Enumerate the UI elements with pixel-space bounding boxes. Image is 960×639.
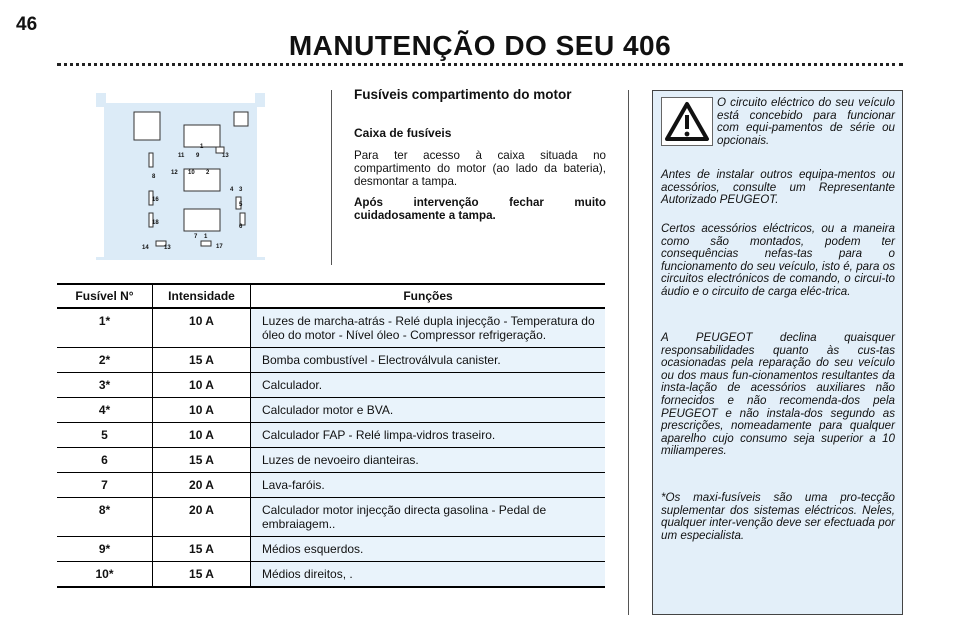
diagram-label: 8 xyxy=(152,174,156,180)
fuse-number: 6 xyxy=(57,448,153,473)
table-row xyxy=(57,562,605,588)
fuse-amperage: 15 A xyxy=(153,537,251,562)
section-paragraph: Para ter acesso à caixa situada no compartimento do motor (ao lado da bateria), desmontar a tampa. xyxy=(354,149,606,188)
fuse-function: Calculador motor injecção directa gasolina - Pedal de embraiagem.. xyxy=(251,498,606,537)
fuse-function: Calculador. xyxy=(251,373,606,398)
section-subheading: Caixa de fusíveis xyxy=(354,126,452,140)
warning-triangle-icon xyxy=(661,97,713,146)
fuse-amperage: 20 A xyxy=(153,473,251,498)
fuse-function: Médios esquerdos. xyxy=(251,537,606,562)
diagram-label: 14 xyxy=(142,245,149,251)
table-row xyxy=(57,448,605,473)
warning-paragraph: A PEUGEOT declina quaisquer responsabilidades quanto às cus-tas ocasionadas pela reparação do seu veículo ou dos maus fun-cionamentos resultantes da insta-lação de acessórios auxiliares não fornecidos e não recomenda-dos pela PEUGEOT e não instala-dos segundo as prescrições, nomeadamente para qualquer aparelho cujo consumo seja superior a 10 miliamperes. xyxy=(661,331,895,458)
diagram-label: 9 xyxy=(196,153,200,159)
fuse-number: 10* xyxy=(57,562,153,588)
table-row xyxy=(57,473,605,498)
fuse-number: 3* xyxy=(57,373,153,398)
fuse-box-diagram xyxy=(96,93,265,260)
column-divider xyxy=(331,90,332,265)
diagram-label: 4 xyxy=(230,187,234,193)
section-paragraph-bold: Após intervenção fechar muito cuidadosamente a tampa. xyxy=(354,196,606,222)
fuse-number: 2* xyxy=(57,348,153,373)
diagram-label: 1 xyxy=(200,144,204,150)
table-row xyxy=(57,498,605,537)
diagram-label: 17 xyxy=(216,244,223,250)
fuse-number: 7 xyxy=(57,473,153,498)
page-number: 46 xyxy=(16,14,38,35)
section-heading: Fusíveis compartimento do motor xyxy=(354,87,572,102)
fuse-amperage: 20 A xyxy=(153,498,251,537)
fuse-function: Luzes de nevoeiro dianteiras. xyxy=(251,448,606,473)
fuse-function: Lava-faróis. xyxy=(251,473,606,498)
fuse-amperage: 10 A xyxy=(153,308,251,348)
fuse-function: Luzes de marcha-atrás - Relé dupla injecção - Temperatura do óleo do motor - Nível óleo - Compressor refrigeração. xyxy=(251,308,606,348)
diagram-label: 3 xyxy=(239,187,243,193)
fuse-table xyxy=(57,283,605,588)
fuse-number: 5 xyxy=(57,423,153,448)
table-row xyxy=(57,308,605,348)
table-row xyxy=(57,537,605,562)
table-header-row xyxy=(57,284,605,308)
fuse-amperage: 10 A xyxy=(153,398,251,423)
fuse-number: 8* xyxy=(57,498,153,537)
column-header: Intensidade xyxy=(153,284,251,308)
diagram-label: 10 xyxy=(188,170,195,176)
fuse-number: 9* xyxy=(57,537,153,562)
warning-paragraph: Certos acessórios eléctricos, ou a maneira como são montados, podem ter consequências nefas-tas para o funcionamento do seu veículo, isto é, para os circuitos electrónicos de comando, o circui-to áudio e o circuito de carga eléc-trica. xyxy=(661,222,895,298)
diagram-label: 2 xyxy=(206,170,210,176)
diagram-label: 6 xyxy=(239,224,243,230)
diagram-label: 11 xyxy=(178,153,185,159)
fuse-function: Médios direitos, . xyxy=(251,562,606,588)
fuse-amperage: 15 A xyxy=(153,348,251,373)
diagram-label: 12 xyxy=(171,170,178,176)
fuse-function: Calculador motor e BVA. xyxy=(251,398,606,423)
table-row xyxy=(57,423,605,448)
fuse-amperage: 15 A xyxy=(153,448,251,473)
fuse-function: Calculador FAP - Relé limpa-vidros traseiro. xyxy=(251,423,606,448)
diagram-label: 13 xyxy=(164,245,171,251)
warning-intro: O circuito eléctrico do seu veículo está concebido para funcionar com equi-pamentos de série ou opcionais. xyxy=(717,96,895,147)
fuse-amperage: 15 A xyxy=(153,562,251,588)
diagram-label: 13 xyxy=(222,153,229,159)
diagram-label: 16 xyxy=(152,197,159,203)
table-row xyxy=(57,348,605,373)
table-row xyxy=(57,373,605,398)
table-row xyxy=(57,398,605,423)
warning-paragraph: *Os maxi-fusíveis são uma pro-tecção suplementar dos sistemas eléctricos. Neles, qualquer inter-venção deve ser efectuada por um especialista. xyxy=(661,491,895,542)
warning-paragraph: Antes de instalar outros equipa-mentos ou acessórios, consulte um Representante Autorizado PEUGEOT. xyxy=(661,168,895,207)
column-divider xyxy=(628,90,629,615)
fuse-amperage: 10 A xyxy=(153,373,251,398)
diagram-label: 1 xyxy=(204,234,208,240)
fuse-number: 4* xyxy=(57,398,153,423)
column-header: Funções xyxy=(251,284,606,308)
page-title: MANUTENÇÃO DO SEU 406 xyxy=(288,30,672,61)
column-header: Fusível N° xyxy=(57,284,153,308)
fuse-number: 1* xyxy=(57,308,153,348)
title-divider xyxy=(57,63,903,66)
diagram-label: 5 xyxy=(239,202,243,208)
diagram-label: 7 xyxy=(194,234,198,240)
fuse-amperage: 10 A xyxy=(153,423,251,448)
diagram-label: 18 xyxy=(152,220,159,226)
fuse-function: Bomba combustível - Electroválvula canister. xyxy=(251,348,606,373)
